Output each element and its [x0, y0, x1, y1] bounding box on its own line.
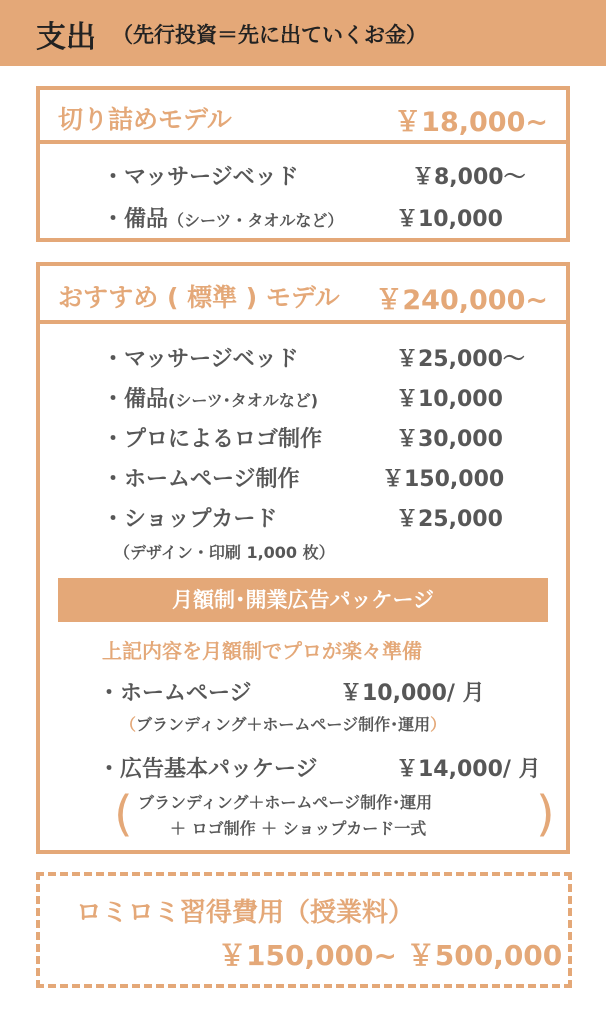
tuition-price: ￥150,000~ ￥500,000 [218, 939, 563, 972]
standard-model-price: ￥240,000~ [375, 285, 548, 316]
tuition-box [36, 872, 572, 988]
standard-item-homepage-price: ￥150,000 [382, 467, 505, 492]
standard-item-supplies [102, 382, 318, 413]
monthly-item-ad-package-price: ￥14,000/ 月 [396, 757, 541, 782]
big-close-paren: ) [536, 786, 555, 842]
cutdown-model-price: ￥18,000~ [394, 107, 548, 138]
standard-model-name: おすすめ ( 標準 ) モデル [58, 283, 340, 312]
open-paren: （ [120, 715, 137, 734]
shopcard-note: （デザイン・印刷 1,000 枚） [114, 543, 335, 562]
standard-item-logo: ・プロによるロゴ制作 [102, 427, 323, 452]
note-text: ブランディング＋ホームページ制作･運用 [136, 715, 431, 734]
cutdown-item-supplies [102, 202, 343, 233]
standard-item-logo-price: ￥30,000 [396, 427, 503, 452]
cutdown-item-bed [102, 160, 299, 191]
item-note: (シーツ･タオルなど) [168, 391, 319, 410]
tuition-title: ロミロミ習得費用（授業料） [76, 898, 415, 928]
page-title: 支出 [36, 20, 96, 55]
item-label: ・備品 [102, 387, 169, 412]
standard-item-homepage: ・ホームページ制作 [102, 467, 300, 492]
standard-item-bed: ・マッサージベッド [102, 347, 299, 372]
cutdown-model-box [36, 86, 570, 242]
header-bar [0, 0, 606, 66]
standard-item-shopcard: ・ショップカード [102, 507, 278, 532]
cutdown-item-bed-price: ￥8,000～ [412, 165, 526, 190]
item-label: ・備品 [102, 207, 169, 232]
big-open-paren: ( [114, 786, 133, 842]
monthly-package-title: 月額制･開業広告パッケージ [171, 588, 435, 612]
close-paren: ） [430, 715, 447, 734]
standard-item-bed-price: ￥25,000～ [396, 347, 525, 372]
monthly-item-homepage-price: ￥10,000/ 月 [340, 681, 485, 706]
monthly-item-homepage: ・ホームページ [98, 681, 252, 706]
standard-item-supplies-price: ￥10,000 [396, 387, 503, 412]
monthly-item-homepage-note [120, 712, 446, 735]
page-subtitle: （先行投資＝先に出ていくお金） [112, 23, 427, 47]
monthly-item-ad-package-note-1: ブランディング＋ホームページ制作･運用 [138, 793, 433, 812]
item-label: ・マッサージベッド [102, 165, 299, 190]
standard-model-header [40, 266, 566, 324]
cutdown-model-header [40, 90, 566, 144]
cutdown-model-name: 切り詰めモデル [58, 105, 232, 134]
monthly-item-ad-package: ・広告基本パッケージ [98, 757, 318, 782]
item-note: （シーツ・タオルなど） [168, 211, 344, 230]
cutdown-item-supplies-price: ￥10,000 [396, 207, 503, 232]
monthly-package-band [58, 578, 548, 622]
monthly-item-ad-package-note-2: ＋ ロゴ制作 ＋ ショップカード一式 [170, 819, 427, 838]
standard-item-shopcard-price: ￥25,000 [396, 507, 503, 532]
monthly-package-lead: 上記内容を月額制でプロが楽々準備 [102, 639, 422, 663]
